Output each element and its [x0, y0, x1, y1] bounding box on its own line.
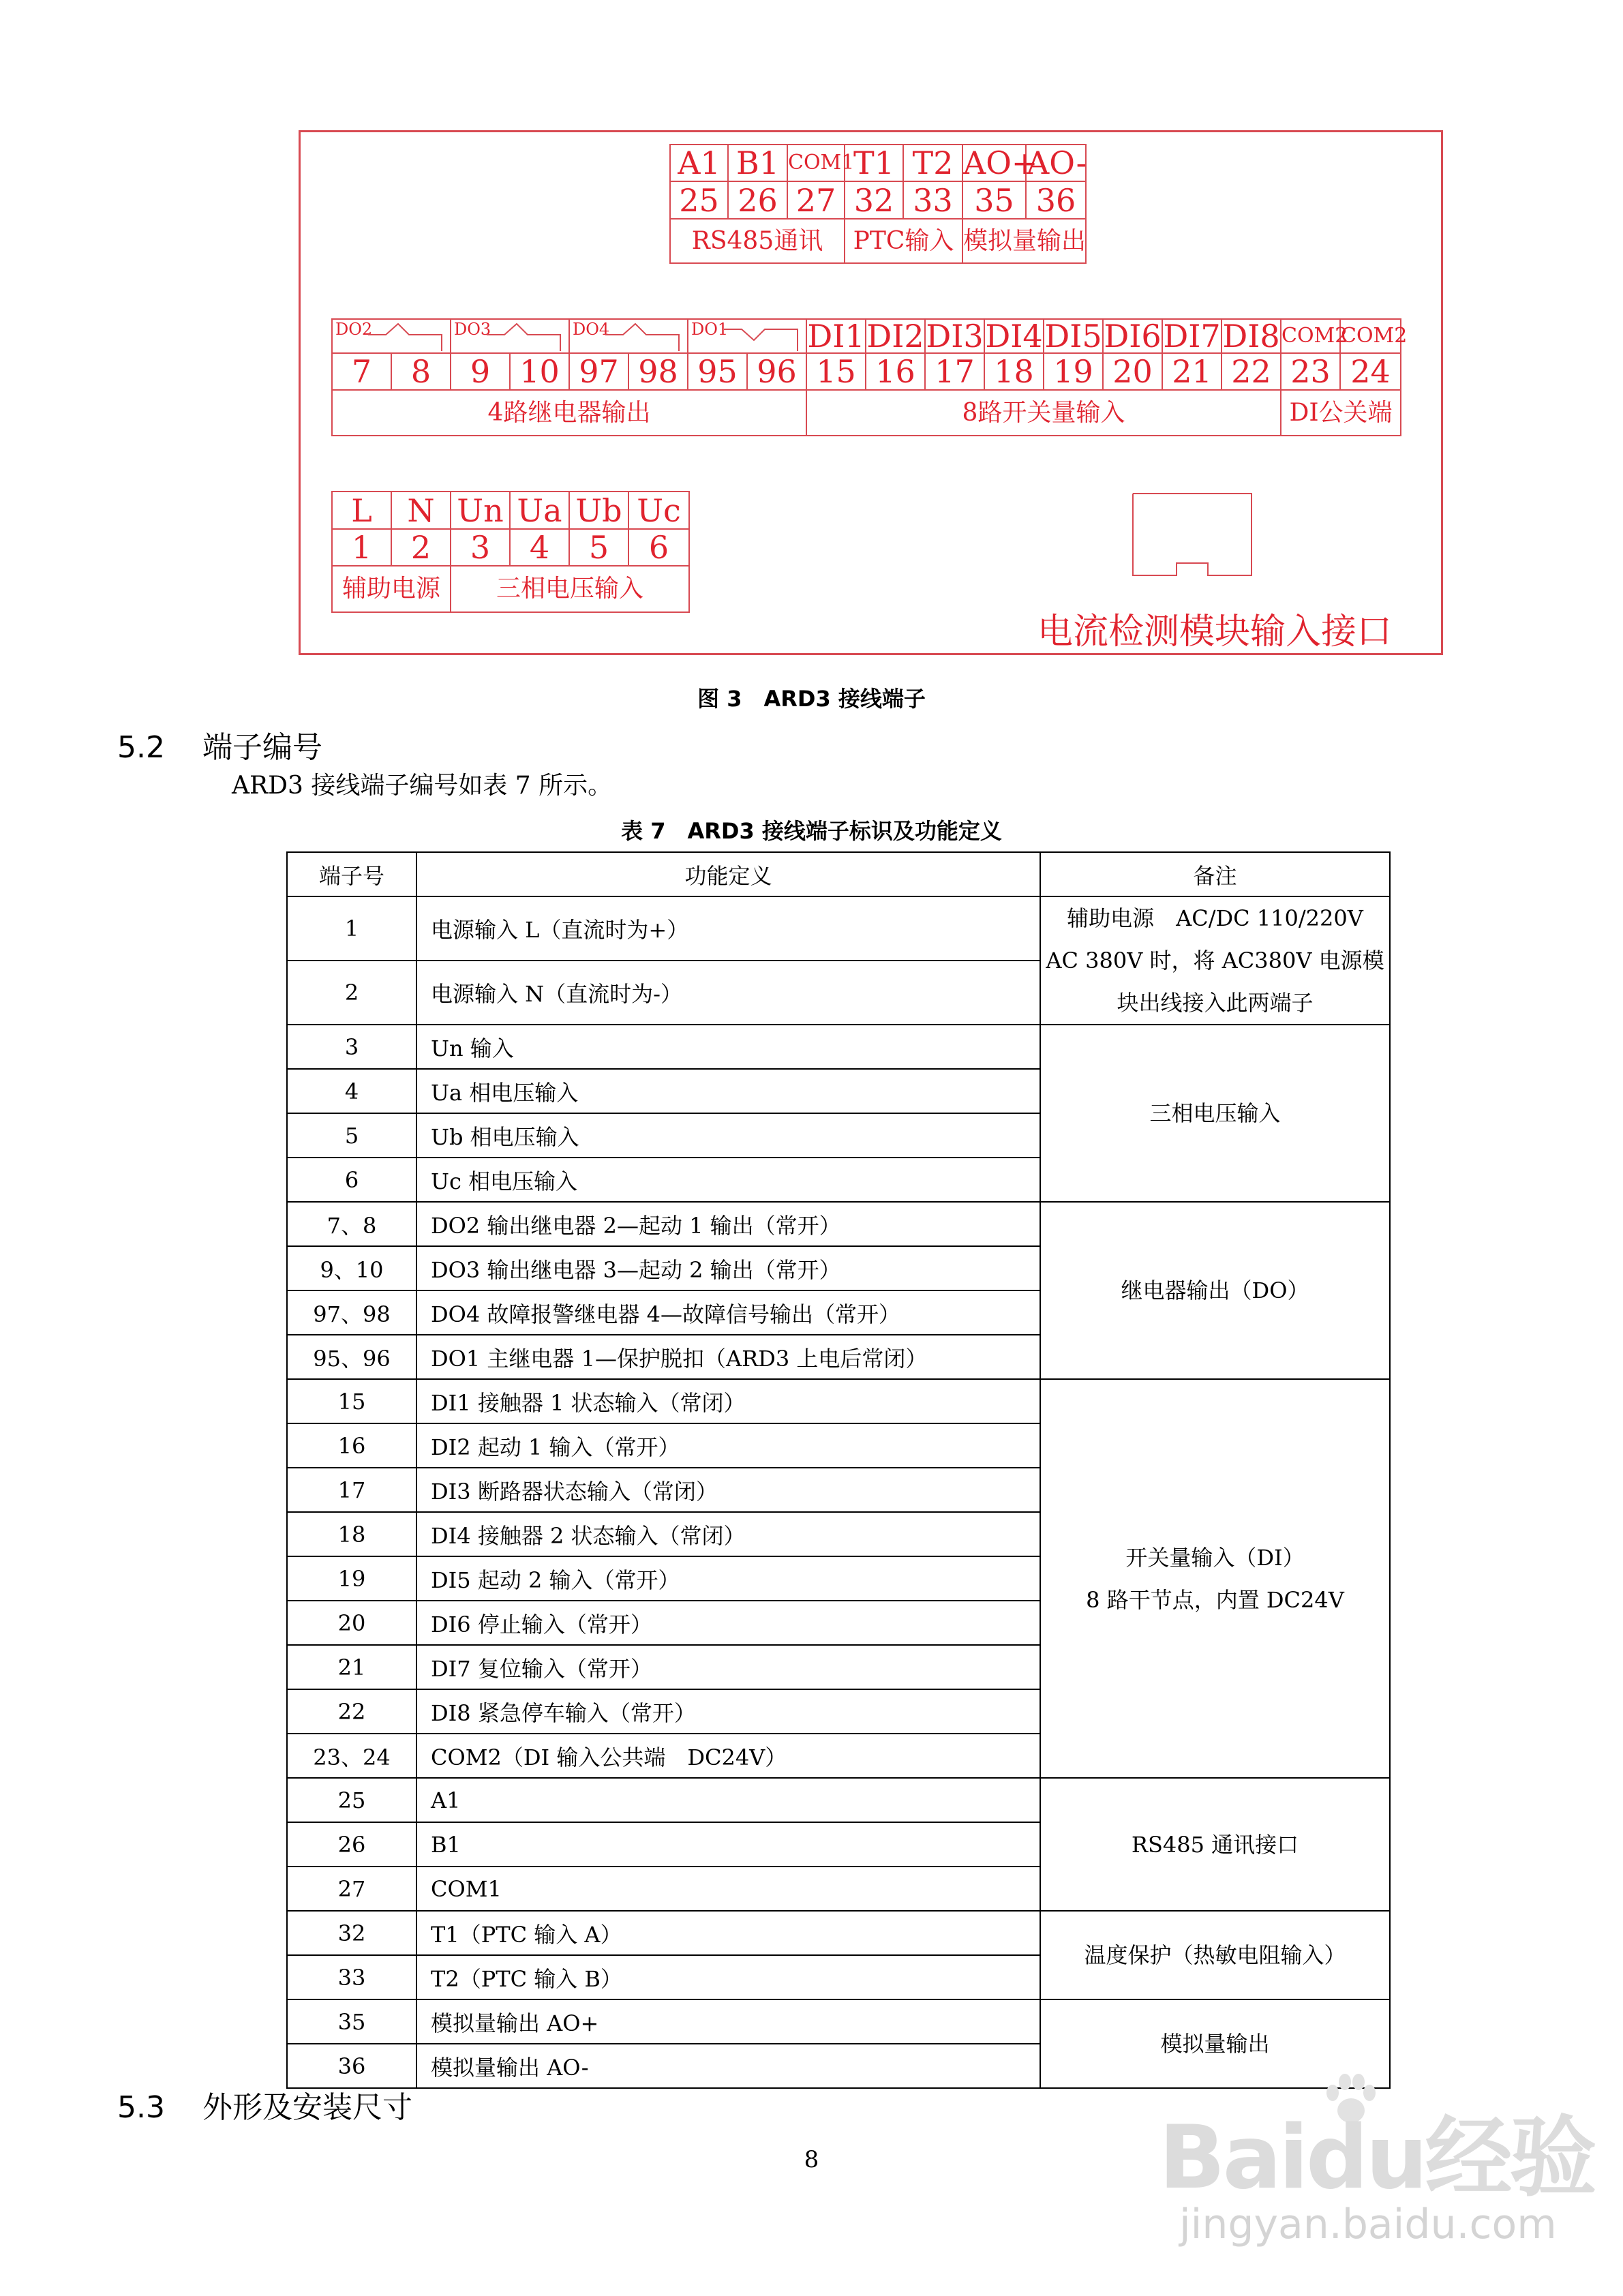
terminal-number: 10: [510, 353, 569, 390]
terminal-no: 18: [287, 1512, 416, 1556]
terminal-number: 27: [787, 181, 845, 219]
note-three-phase: 三相电压输入: [1040, 1025, 1390, 1202]
function-def: DI8 紧急停车输入（常开）: [416, 1689, 1040, 1734]
function-def: DI3 断路器状态输入（常闭）: [416, 1468, 1040, 1512]
terminal-number: 15: [806, 353, 866, 390]
group-label-aux-power: 辅助电源: [332, 566, 451, 612]
function-def: A1: [416, 1778, 1040, 1822]
terminal-no: 3: [287, 1025, 416, 1069]
function-def: DI5 起动 2 输入（常开）: [416, 1556, 1040, 1601]
terminal-no: 4: [287, 1069, 416, 1113]
relay-do4: [569, 319, 688, 353]
function-def: 模拟量输出 AO-: [416, 2044, 1040, 2088]
note-switch-input: [1040, 1379, 1390, 1778]
terminal-no: 32: [287, 1911, 416, 1955]
note-line: 8 路干节点，内置 DC24V: [1086, 1586, 1344, 1613]
terminal-number: 7: [332, 353, 391, 390]
terminal-number: 8: [391, 353, 451, 390]
function-def: DI6 停止输入（常开）: [416, 1601, 1040, 1645]
function-def: Uc 相电压输入: [416, 1158, 1040, 1202]
terminal-number: 97: [569, 353, 628, 390]
terminal-no: 26: [287, 1822, 416, 1867]
note-line: AC 380V 时，将 AC380V 电源模: [1046, 948, 1384, 973]
terminal-label: Ua: [510, 492, 569, 529]
table-row: [287, 896, 1390, 961]
terminal-number: 21: [1162, 353, 1222, 390]
section-heading-5-2: [117, 723, 322, 766]
relay-label: DO4: [573, 320, 610, 339]
terminal-number: 25: [670, 181, 728, 219]
terminal-label: AO+: [963, 145, 1038, 181]
terminal-number: 9: [451, 353, 510, 390]
relay-label: DO2: [335, 320, 373, 339]
terminal-number: 18: [984, 353, 1044, 390]
terminal-no: 19: [287, 1556, 416, 1601]
table-row: [287, 1379, 1390, 1423]
terminal-no: 5: [287, 1113, 416, 1158]
relay-contact-icon: [688, 320, 807, 354]
terminal-no: 17: [287, 1468, 416, 1512]
relay-label: DO3: [454, 320, 491, 339]
terminal-no: 16: [287, 1423, 416, 1468]
terminal-no: 27: [287, 1867, 416, 1911]
note-temperature: 温度保护（热敏电阻输入）: [1040, 1911, 1390, 1999]
function-def: T1（PTC 输入 A）: [416, 1911, 1040, 1955]
note-relay-output: 继电器输出（DO）: [1040, 1202, 1390, 1379]
terminal-label: COM2: [1340, 319, 1401, 353]
relay-do3: [451, 319, 569, 353]
terminal-number: 1: [332, 529, 391, 566]
terminal-label: A1: [670, 145, 728, 181]
function-def: DI2 起动 1 输入（常开）: [416, 1423, 1040, 1468]
terminal-no: 33: [287, 1955, 416, 1999]
current-module-label: 电流检测模块输入接口: [1037, 611, 1393, 652]
note-line: 块出线接入此两端子: [1117, 990, 1314, 1016]
function-def: T2（PTC 输入 B）: [416, 1955, 1040, 1999]
terminal-number: 17: [925, 353, 984, 390]
terminal-no: 7、8: [287, 1202, 416, 1246]
group-label-di-common: DI公关端: [1281, 390, 1401, 436]
terminal-number: 36: [1026, 181, 1086, 219]
function-def: DI1 接触器 1 状态输入（常闭）: [416, 1379, 1040, 1423]
terminal-number: 16: [866, 353, 925, 390]
terminal-no: 35: [287, 1999, 416, 2044]
terminal-label: DI3: [926, 318, 984, 354]
terminal-number: 24: [1340, 353, 1401, 390]
function-def: Un 输入: [416, 1025, 1040, 1069]
terminal-label: Un: [451, 492, 510, 529]
terminal-label: DI5: [1044, 318, 1102, 354]
terminal-number: 5: [569, 529, 628, 566]
terminal-no: 23、24: [287, 1734, 416, 1778]
terminal-no: 9、10: [287, 1246, 416, 1290]
table-row: [287, 1202, 1390, 1246]
terminal-no: 95、96: [287, 1335, 416, 1379]
watermark-brand: Baidu经验: [1159, 2107, 1594, 2209]
terminal-no: 22: [287, 1689, 416, 1734]
section-title: 端子编号: [202, 730, 322, 765]
function-def: DO4 故障报警继电器 4—故障信号输出（常开）: [416, 1290, 1040, 1335]
figure-caption: 图 3 ARD3 接线端子: [697, 686, 926, 712]
watermark-url: jingyan.baidu.com: [1179, 2201, 1557, 2248]
intro-paragraph: ARD3 接线端子编号如表 7 所示。: [232, 772, 613, 800]
table-row: [287, 1025, 1390, 1069]
terminal-label: Uc: [628, 492, 689, 529]
terminal-label: DI6: [1104, 318, 1162, 354]
terminal-table: [286, 851, 1391, 2089]
terminal-label: B1: [728, 145, 787, 181]
group-label-switch-input: 8路开关量输入: [806, 390, 1281, 436]
section-title: 外形及安装尺寸: [202, 2090, 412, 2125]
section-number: 5.2: [117, 730, 165, 765]
function-def: 电源输入 L（直流时为+）: [416, 896, 1040, 961]
terminal-number: 2: [391, 529, 451, 566]
terminal-no: 97、98: [287, 1290, 416, 1335]
function-def: 电源输入 N（直流时为-）: [416, 961, 1040, 1025]
terminal-number: 20: [1103, 353, 1162, 390]
terminal-label: DI4: [985, 318, 1043, 354]
note-rs485: RS485 通讯接口: [1040, 1778, 1390, 1911]
terminal-number: 32: [845, 181, 903, 219]
relay-label: DO1: [691, 320, 729, 339]
terminal-number: 26: [728, 181, 787, 219]
terminal-label: T1: [845, 145, 903, 181]
terminal-no: 15: [287, 1379, 416, 1423]
table-row: [287, 1999, 1390, 2044]
terminal-no: 2: [287, 961, 416, 1025]
relay-do2: [332, 319, 451, 353]
terminal-label: DI7: [1163, 318, 1221, 354]
terminal-no: 21: [287, 1645, 416, 1689]
note-aux-power: [1040, 896, 1390, 1025]
relay-contact-icon: [570, 320, 688, 354]
table-header: 备注: [1040, 852, 1390, 896]
terminal-number: 35: [962, 181, 1026, 219]
terminal-number: 4: [510, 529, 569, 566]
section-number: 5.3: [117, 2090, 165, 2125]
section-heading-5-3: [117, 2083, 412, 2126]
relay-contact-icon: [333, 320, 451, 354]
terminal-no: 36: [287, 2044, 416, 2088]
function-def: COM2（DI 输入公共端 DC24V）: [416, 1734, 1040, 1778]
function-def: Ub 相电压输入: [416, 1113, 1040, 1158]
function-def: DO3 输出继电器 3—起动 2 输出（常开）: [416, 1246, 1040, 1290]
baidu-watermark: [1152, 2072, 1594, 2263]
page-number: 8: [804, 2146, 819, 2173]
terminal-no: 1: [287, 896, 416, 961]
terminal-label: COM1: [787, 145, 845, 181]
terminal-label: L: [332, 492, 391, 529]
group-label-rs485: RS485通讯: [670, 219, 845, 263]
terminal-number: 6: [628, 529, 689, 566]
terminal-number: 96: [747, 353, 806, 390]
terminal-number: 95: [688, 353, 747, 390]
connector-port-icon: [1132, 492, 1254, 577]
note-line: 开关量输入（DI）: [1125, 1544, 1305, 1571]
table-caption: 表 7 ARD3 接线端子标识及功能定义: [621, 818, 1002, 844]
table-header: 功能定义: [416, 852, 1040, 896]
relay-do1: [688, 319, 806, 353]
function-def: COM1: [416, 1867, 1040, 1911]
function-def: 模拟量输出 AO+: [416, 1999, 1040, 2044]
table-row: [287, 1778, 1390, 1822]
top-terminal-block: [669, 144, 1087, 264]
terminal-no: 25: [287, 1778, 416, 1822]
note-line: 辅助电源 AC/DC 110/220V: [1067, 905, 1363, 931]
terminal-label: N: [391, 492, 451, 529]
relay-contact-icon: [451, 320, 570, 354]
terminal-label: AO-: [1027, 145, 1087, 181]
group-label-analog: 模拟量输出: [962, 219, 1086, 263]
function-def: DI4 接触器 2 状态输入（常闭）: [416, 1512, 1040, 1556]
terminal-label: T2: [903, 145, 962, 181]
terminal-label: DI1: [807, 318, 865, 354]
terminal-number: 33: [903, 181, 962, 219]
function-def: DO1 主继电器 1—保护脱扣（ARD3 上电后常闭）: [416, 1335, 1040, 1379]
terminal-label: COM2: [1281, 319, 1340, 353]
table-header-row: [287, 852, 1390, 896]
note-analog: 模拟量输出: [1040, 1999, 1390, 2088]
table-header: 端子号: [287, 852, 416, 896]
terminal-label: Ub: [569, 492, 628, 529]
function-def: B1: [416, 1822, 1040, 1867]
function-def: Ua 相电压输入: [416, 1069, 1040, 1113]
terminal-label: DI2: [866, 318, 924, 354]
group-label-relay-output: 4路继电器输出: [332, 390, 806, 436]
bottom-terminal-block: [331, 491, 690, 613]
terminal-number: 19: [1044, 353, 1103, 390]
group-label-three-phase: 三相电压输入: [451, 566, 689, 612]
terminal-number: 22: [1222, 353, 1281, 390]
table-row: [287, 1911, 1390, 1955]
terminal-label: DI8: [1222, 318, 1280, 354]
middle-terminal-block: [331, 318, 1408, 436]
group-label-ptc: PTC输入: [845, 219, 962, 263]
terminal-number: 3: [451, 529, 510, 566]
terminal-number: 98: [628, 353, 688, 390]
terminal-no: 20: [287, 1601, 416, 1645]
terminal-number: 23: [1281, 353, 1340, 390]
function-def: DI7 复位输入（常开）: [416, 1645, 1040, 1689]
function-def: DO2 输出继电器 2—起动 1 输出（常开）: [416, 1202, 1040, 1246]
terminal-no: 6: [287, 1158, 416, 1202]
